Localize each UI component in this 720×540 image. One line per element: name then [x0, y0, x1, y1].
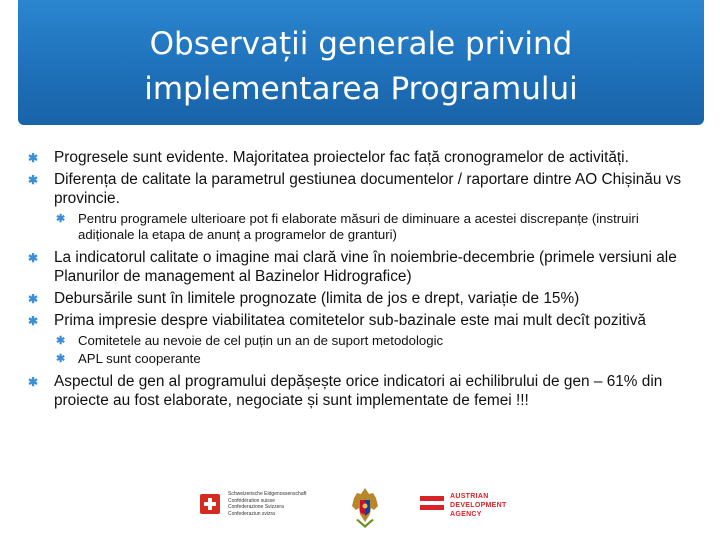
- sub-bullet-item: [24, 351, 696, 367]
- bullet-item: [24, 289, 696, 308]
- asterisk-bullet-icon: ✱: [28, 173, 39, 187]
- asterisk-bullet-icon: ✱: [56, 335, 66, 347]
- asterisk-bullet-icon: ✱: [28, 151, 39, 165]
- slide-title: [18, 22, 704, 112]
- swiss-logo-text: [228, 491, 306, 517]
- bullet-text: Diferența de calitate la parametrul gestiunea documentelor / raportare dintre AO Chișinău vs provincie.: [54, 171, 682, 207]
- bullet-item: [24, 248, 696, 286]
- sub-bullet-item: [24, 211, 696, 243]
- asterisk-bullet-icon: ✱: [56, 213, 66, 225]
- swiss-line-3: Confederazione Svizzera: [228, 504, 284, 510]
- sponsor-logos: [200, 486, 530, 534]
- bullet-text: Aspectul de gen al programului depășește orice indicatori ai echilibrului de gen – 61% din proiecte au fost elaborate, negociate și sunt implementate de femei !!!: [54, 373, 663, 409]
- ada-line-1: AUSTRIAN: [450, 493, 489, 500]
- bullet-text: La indicatorul calitate o imagine mai clară vine în noiembrie-decembrie (primele versiuni ale Planurilor de management al Bazinelor Hidrografice): [54, 249, 677, 285]
- sub-bullet-text: Pentru programele ulterioare pot fi elaborate măsuri de diminuare a acestei discrepanțe (instruiri adiționale la etapa de anunț a programelor de granturi): [78, 211, 639, 242]
- swiss-confederation-logo: [200, 490, 320, 530]
- asterisk-bullet-icon: ✱: [28, 314, 39, 328]
- bullet-item: [24, 372, 696, 410]
- moldova-coat-of-arms-icon: [350, 486, 380, 532]
- asterisk-bullet-icon: ✱: [28, 375, 39, 389]
- ada-logo-text: [450, 492, 507, 519]
- swiss-line-2: Confédération suisse: [228, 497, 275, 504]
- title-line-1: Observații generale privind: [149, 26, 573, 62]
- bullet-item: [24, 170, 696, 208]
- austrian-development-agency-logo: [418, 492, 528, 528]
- ada-line-2: DEVELOPMENT: [450, 502, 507, 509]
- sub-bullet-item: [24, 333, 696, 349]
- sub-bullet-text: Comitetele au nevoie de cel puțin un an de suport metodologic: [78, 333, 444, 348]
- austria-flag-icon: [420, 496, 444, 510]
- ada-line-3: AGENCY: [450, 511, 482, 518]
- asterisk-bullet-icon: ✱: [56, 353, 66, 365]
- asterisk-bullet-icon: ✱: [28, 251, 39, 265]
- bullet-text: Debursările sunt în limitele prognozate (limita de jos e drept, variație de 15%): [54, 290, 580, 307]
- swiss-line-1: Schweizerische Eidgenossenschaft: [228, 491, 307, 497]
- swiss-flag-icon: [200, 494, 220, 514]
- bullet-item: [24, 311, 696, 330]
- sub-bullet-text: APL sunt cooperante: [78, 351, 201, 366]
- asterisk-bullet-icon: ✱: [28, 292, 39, 306]
- bullet-item: [24, 148, 696, 167]
- title-line-2: implementarea Programului: [144, 71, 578, 107]
- swiss-line-4: Confederaziun svizra: [228, 510, 275, 517]
- bullet-text: Prima impresie despre viabilitatea comitetelor sub-bazinale este mai mult decît pozitivă: [54, 312, 646, 329]
- bullet-list: [24, 148, 696, 413]
- bullet-text: Progresele sunt evidente. Majoritatea proiectelor fac față cronogramelor de activități.: [54, 149, 629, 166]
